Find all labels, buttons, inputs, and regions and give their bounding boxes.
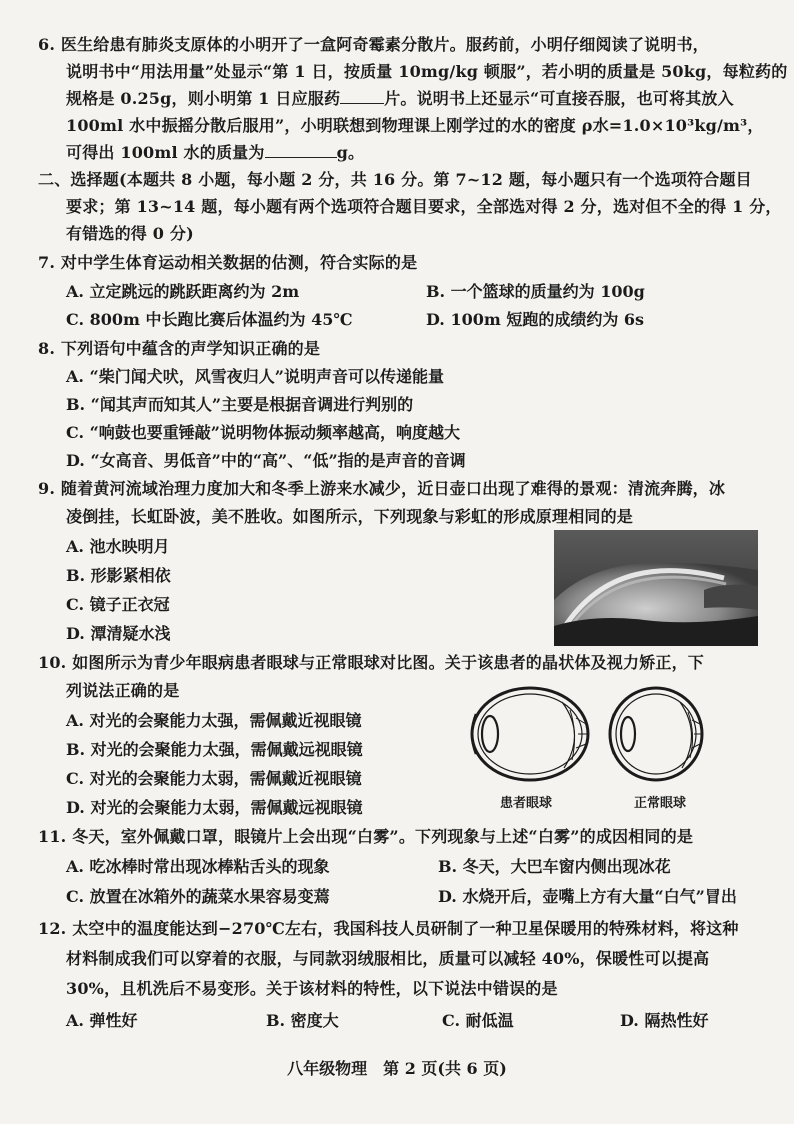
patient-eye-caption: 患者眼球 xyxy=(500,796,553,811)
q8-option-a: A. “柴门闻犬吠，风雪夜归人”说明声音可以传递能量 xyxy=(66,367,444,386)
q11-option-d: D. 水烧开后，壶嘴上方有大量“白气”冒出 xyxy=(438,887,737,906)
q7-option-c: C. 800m 中长跑比赛后体温约为 45℃ xyxy=(66,310,353,329)
q12-option-b: B. 密度大 xyxy=(266,1011,339,1030)
q9-option-c: C. 镜子正衣冠 xyxy=(66,595,170,614)
q6-line-5 xyxy=(66,142,364,164)
section2-line-2: 要求；第 13~14 题，每小题有两个选项符合题目要求，全部选对得 2 分，选对但不全的得 1 分， xyxy=(66,197,782,216)
q6-line-1: 6. 医生给患有肺炎支原体的小明开了一盒阿奇霉素分散片。服药前，小明仔细阅读了说明书， xyxy=(38,35,709,54)
page-footer: 八年级物理 第 2 页(共 6 页) xyxy=(287,1059,507,1078)
q8-option-d: D. “女高音、男低音”中的“高”、“低”指的是声音的音调 xyxy=(66,451,466,470)
patient-eye-drawing xyxy=(472,688,588,780)
q10-option-c: C. 对光的会聚能力太弱，需佩戴近视眼镜 xyxy=(66,769,362,788)
q10-option-d: D. 对光的会聚能力太弱，需佩戴远视眼镜 xyxy=(66,798,363,817)
q6-line-3 xyxy=(66,88,734,110)
q8-stem: 8. 下列语句中蕴含的声学知识正确的是 xyxy=(38,339,321,358)
q9-line-1: 9. 随着黄河流域治理力度加大和冬季上游来水减少，近日壶口出现了难得的景观：清流奔腾，冰 xyxy=(38,479,726,498)
q7-option-b: B. 一个篮球的质量约为 100g xyxy=(426,282,645,301)
normal-eye-caption: 正常眼球 xyxy=(634,796,687,811)
eye-comparison-diagram xyxy=(466,684,722,814)
q6-line-5-part-a: 可得出 100ml 水的质量为 xyxy=(66,143,265,162)
q7-option-d: D. 100m 短跑的成绩约为 6s xyxy=(426,310,645,329)
q9-option-a: A. 池水映明月 xyxy=(66,537,170,556)
q12-option-c: C. 耐低温 xyxy=(442,1011,514,1030)
q7-option-a: A. 立定跳远的跳跃距离约为 2m xyxy=(66,282,300,301)
q10-option-b: B. 对光的会聚能力太强，需佩戴远视眼镜 xyxy=(66,740,363,759)
q10-line-2: 列说法正确的是 xyxy=(66,681,180,700)
q6-line-3-part-b: 片。说明书上还显示“可直接吞服，也可将其放入 xyxy=(384,89,734,108)
q9-option-d: D. 潭清疑水浅 xyxy=(66,624,171,643)
q12-line-1: 12. 太空中的温度能达到−270℃左右，我国科技人员研制了一种卫星保暖用的特殊材料，将这种 xyxy=(38,919,739,938)
q10-line-1: 10. 如图所示为青少年眼病患者眼球与正常眼球对比图。关于该患者的晶状体及视力矫正，下 xyxy=(38,653,705,672)
q7-stem: 7. 对中学生体育运动相关数据的估测，符合实际的是 xyxy=(38,253,418,272)
q6-line-3-part-a: 规格是 0.25g，则小明第 1 日应服药 xyxy=(66,89,341,108)
q6-answer-blank-1 xyxy=(340,89,384,104)
q11-option-a: A. 吃冰棒时常出现冰棒粘舌头的现象 xyxy=(66,857,330,876)
q8-option-b: B. “闻其声而知其人”主要是根据音调进行判别的 xyxy=(66,395,414,414)
q12-line-3: 30%，且机洗后不易变形。关于该材料的特性，以下说法中错误的是 xyxy=(66,979,558,998)
normal-eye-drawing xyxy=(610,688,702,780)
q6-answer-blank-2 xyxy=(265,143,337,158)
q12-option-d: D. 隔热性好 xyxy=(620,1011,709,1030)
q11-stem: 11. 冬天，室外佩戴口罩，眼镜片上会出现“白雾”。下列现象与上述“白雾”的成因相同的是 xyxy=(38,827,694,846)
q6-line-2: 说明书中“用法用量”处显示“第 1 日，按质量 10mg/kg 顿服”，若小明的质量是 50kg，每粒药的 xyxy=(66,62,788,81)
section2-line-3: 有错选的得 0 分) xyxy=(66,224,194,243)
q12-option-a: A. 弹性好 xyxy=(66,1011,138,1030)
q9-line-2: 凌倒挂，长虹卧波，美不胜收。如图所示，下列现象与彩虹的形成原理相同的是 xyxy=(66,507,634,526)
q6-line-4: 100ml 水中振摇分散后服用”，小明联想到物理课上刚学过的水的密度 ρ水=1.0×10³kg/m³， xyxy=(66,116,764,135)
q11-option-b: B. 冬天，大巴车窗内侧出现冰花 xyxy=(438,857,671,876)
q11-option-c: C. 放置在冰箱外的蔬菜水果容易变蔫 xyxy=(66,887,330,906)
rainbow-waterfall-photo xyxy=(554,530,758,646)
section2-line-1: 二、选择题(本题共 8 小题，每小题 2 分，共 16 分。第 7~12 题，每小题只有一个选项符合题目 xyxy=(38,170,752,189)
q10-option-a: A. 对光的会聚能力太强，需佩戴近视眼镜 xyxy=(66,711,362,730)
q12-line-2: 材料制成我们可以穿着的衣服，与同款羽绒服相比，质量可以减轻 40%，保暖性可以提高 xyxy=(66,949,710,968)
q9-option-b: B. 形影紧相依 xyxy=(66,566,171,585)
q6-line-5-part-b: g。 xyxy=(336,143,365,162)
q8-option-c: C. “响鼓也要重锤敲”说明物体振动频率越高，响度越大 xyxy=(66,423,461,442)
